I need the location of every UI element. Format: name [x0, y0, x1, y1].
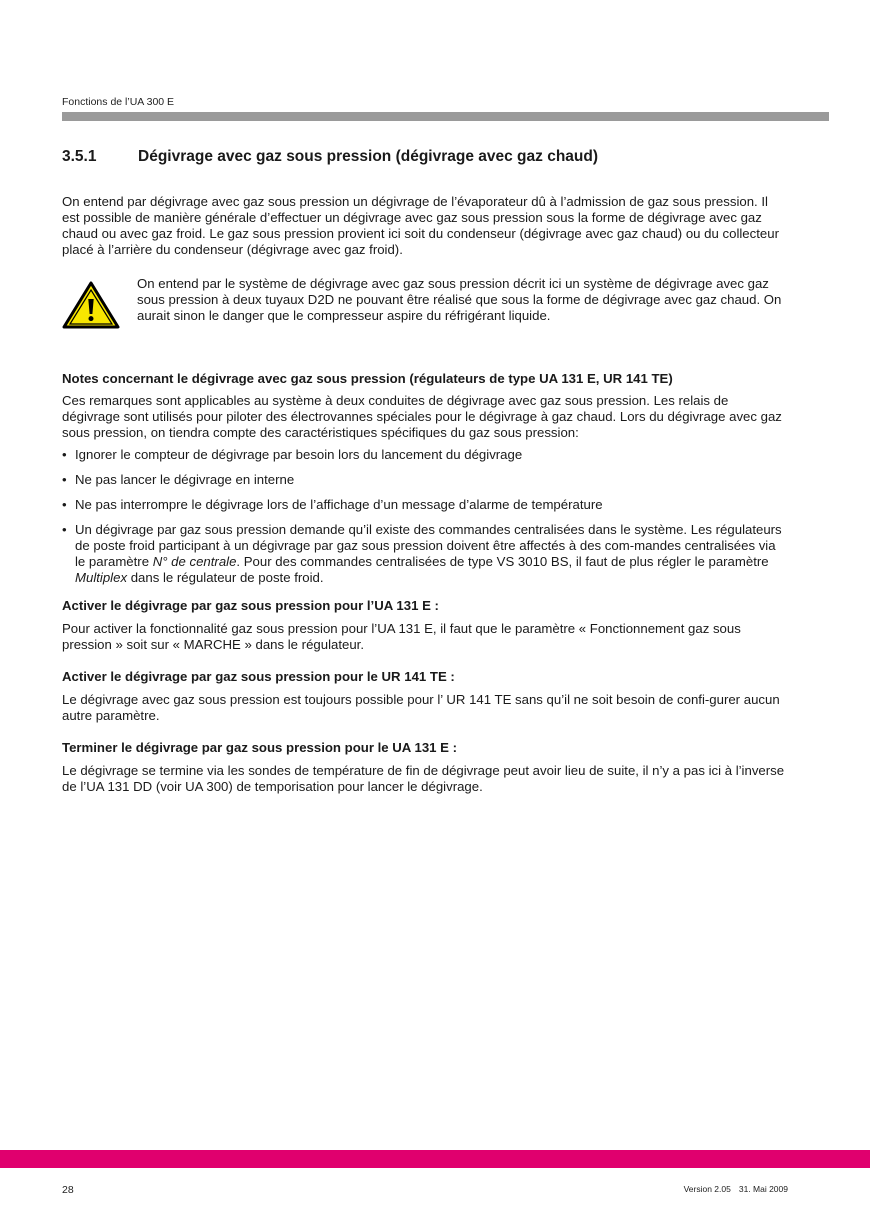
bullet-dot: • — [62, 447, 67, 462]
terminate-text: Le dégivrage se termine via les sondes de température de fin de dégivrage peut avoir lieu de suite, il n’y a pas ici à l’inverse de l’UA 131 DD (voir UA 300) de temporisation pour lancer le dégivrage. — [62, 763, 785, 794]
list-item: • Ne pas interrompre le dégivrage lors de l’affichage d’un message d’alarme de température — [62, 497, 603, 512]
notes-paragraph: Ces remarques sont applicables au système à deux conduites de dégivrage avec gaz sous pression. Les relais de dégivrage sont utilisés pour piloter des électrovannes spéciales pour le dégivrage à gaz chaud. Lors du dégivrage avec gaz sous pression, on tiendra compte des caractéristiques spécifiques du gaz sous pression: — [62, 393, 782, 440]
list-item: • Ne pas lancer le dégivrage en interne — [62, 472, 295, 487]
warning-triangle-icon — [62, 280, 120, 330]
activate-ur-section — [62, 669, 786, 724]
version-label: Version 2.05 — [683, 1184, 731, 1194]
warning-note — [62, 276, 786, 335]
notes-bullet-list — [62, 447, 786, 586]
activate-ua-text: Pour activer la fonctionnalité gaz sous pression pour l’UA 131 E, il faut que le paramètre « Fonctionnement gaz sous pression » soit sur « MARCHE » dans le régulateur. — [62, 621, 741, 652]
list-item: • Un dégivrage par gaz sous pression demande qu’il existe des commandes centralisées dans le système. Les régulateurs de poste froid participant à un dégivrage par gaz sous pression doivent être affectés à des com-mandes centralisées via le paramètre N° de centrale. Pour des commandes centralisées de type VS 3010 BS, il faut de plus régler le paramètre Multiplex dans le régulateur de poste froid. — [62, 522, 782, 585]
warning-text: On entend par le système de dégivrage avec gaz sous pression décrit ici un système de dégivrage avec gaz sous pression à deux tuyaux D2D ne pouvant être réalisé que sous la forme de dégivrage avec gaz chaud. On aurait sinon le danger que le compresseur aspire du réfrigérant liquide. — [137, 276, 782, 323]
list-item: • Ignorer le compteur de dégivrage par besoin lors du lancement du dégivrage — [62, 447, 523, 462]
terminate-heading: Terminer le dégivrage par gaz sous pression pour le UA 131 E : — [62, 740, 458, 755]
version-date: 31. Mai 2009 — [738, 1184, 788, 1194]
running-header: Fonctions de l’UA 300 E — [62, 96, 175, 108]
activate-ua-section — [62, 598, 786, 653]
activate-ua-heading: Activer le dégivrage par gaz sous pression pour l’UA 131 E : — [62, 598, 439, 613]
terminate-section — [62, 740, 786, 795]
header-rule — [62, 112, 829, 121]
notes-heading: Notes concernant le dégivrage avec gaz sous pression (régulateurs de type UA 131 E, UR 141 TE) — [62, 371, 673, 386]
footer-band — [0, 1150, 870, 1168]
bullet-dot: • — [62, 497, 67, 512]
page-content — [62, 148, 786, 811]
bullet-dot: • — [62, 522, 67, 537]
section-number: 3.5.1 — [62, 148, 97, 165]
intro-paragraph: On entend par dégivrage avec gaz sous pression un dégivrage de l’évaporateur dû à l’admission de gaz sous pression. Il est possible de manière générale d’effectuer un dégivrage avec gaz sous pression sous la forme de dégivrage avec gaz chaud ou avec gaz froid. Le gaz sous pression provient ici soit du condenseur (dégivrage avec gaz chaud) ou du collecteur placé à l’arrière du condenseur (dégivrage avec gaz froid). — [62, 194, 779, 257]
activate-ur-heading: Activer le dégivrage par gaz sous pression pour le UR 141 TE : — [62, 669, 455, 684]
section-heading — [62, 148, 786, 166]
bullet-dot: • — [62, 472, 67, 487]
section-title: Dégivrage avec gaz sous pression (dégivrage avec gaz chaud) — [138, 148, 599, 165]
page-number: 28 — [62, 1184, 74, 1196]
activate-ur-text: Le dégivrage avec gaz sous pression est toujours possible pour l’ UR 141 TE sans qu’il ne soit besoin de confi-gurer aucun autre paramètre. — [62, 692, 780, 723]
version-info — [684, 1184, 788, 1194]
parameter-name: Multiplex — [75, 570, 128, 585]
parameter-name: N° de centrale — [152, 554, 237, 569]
